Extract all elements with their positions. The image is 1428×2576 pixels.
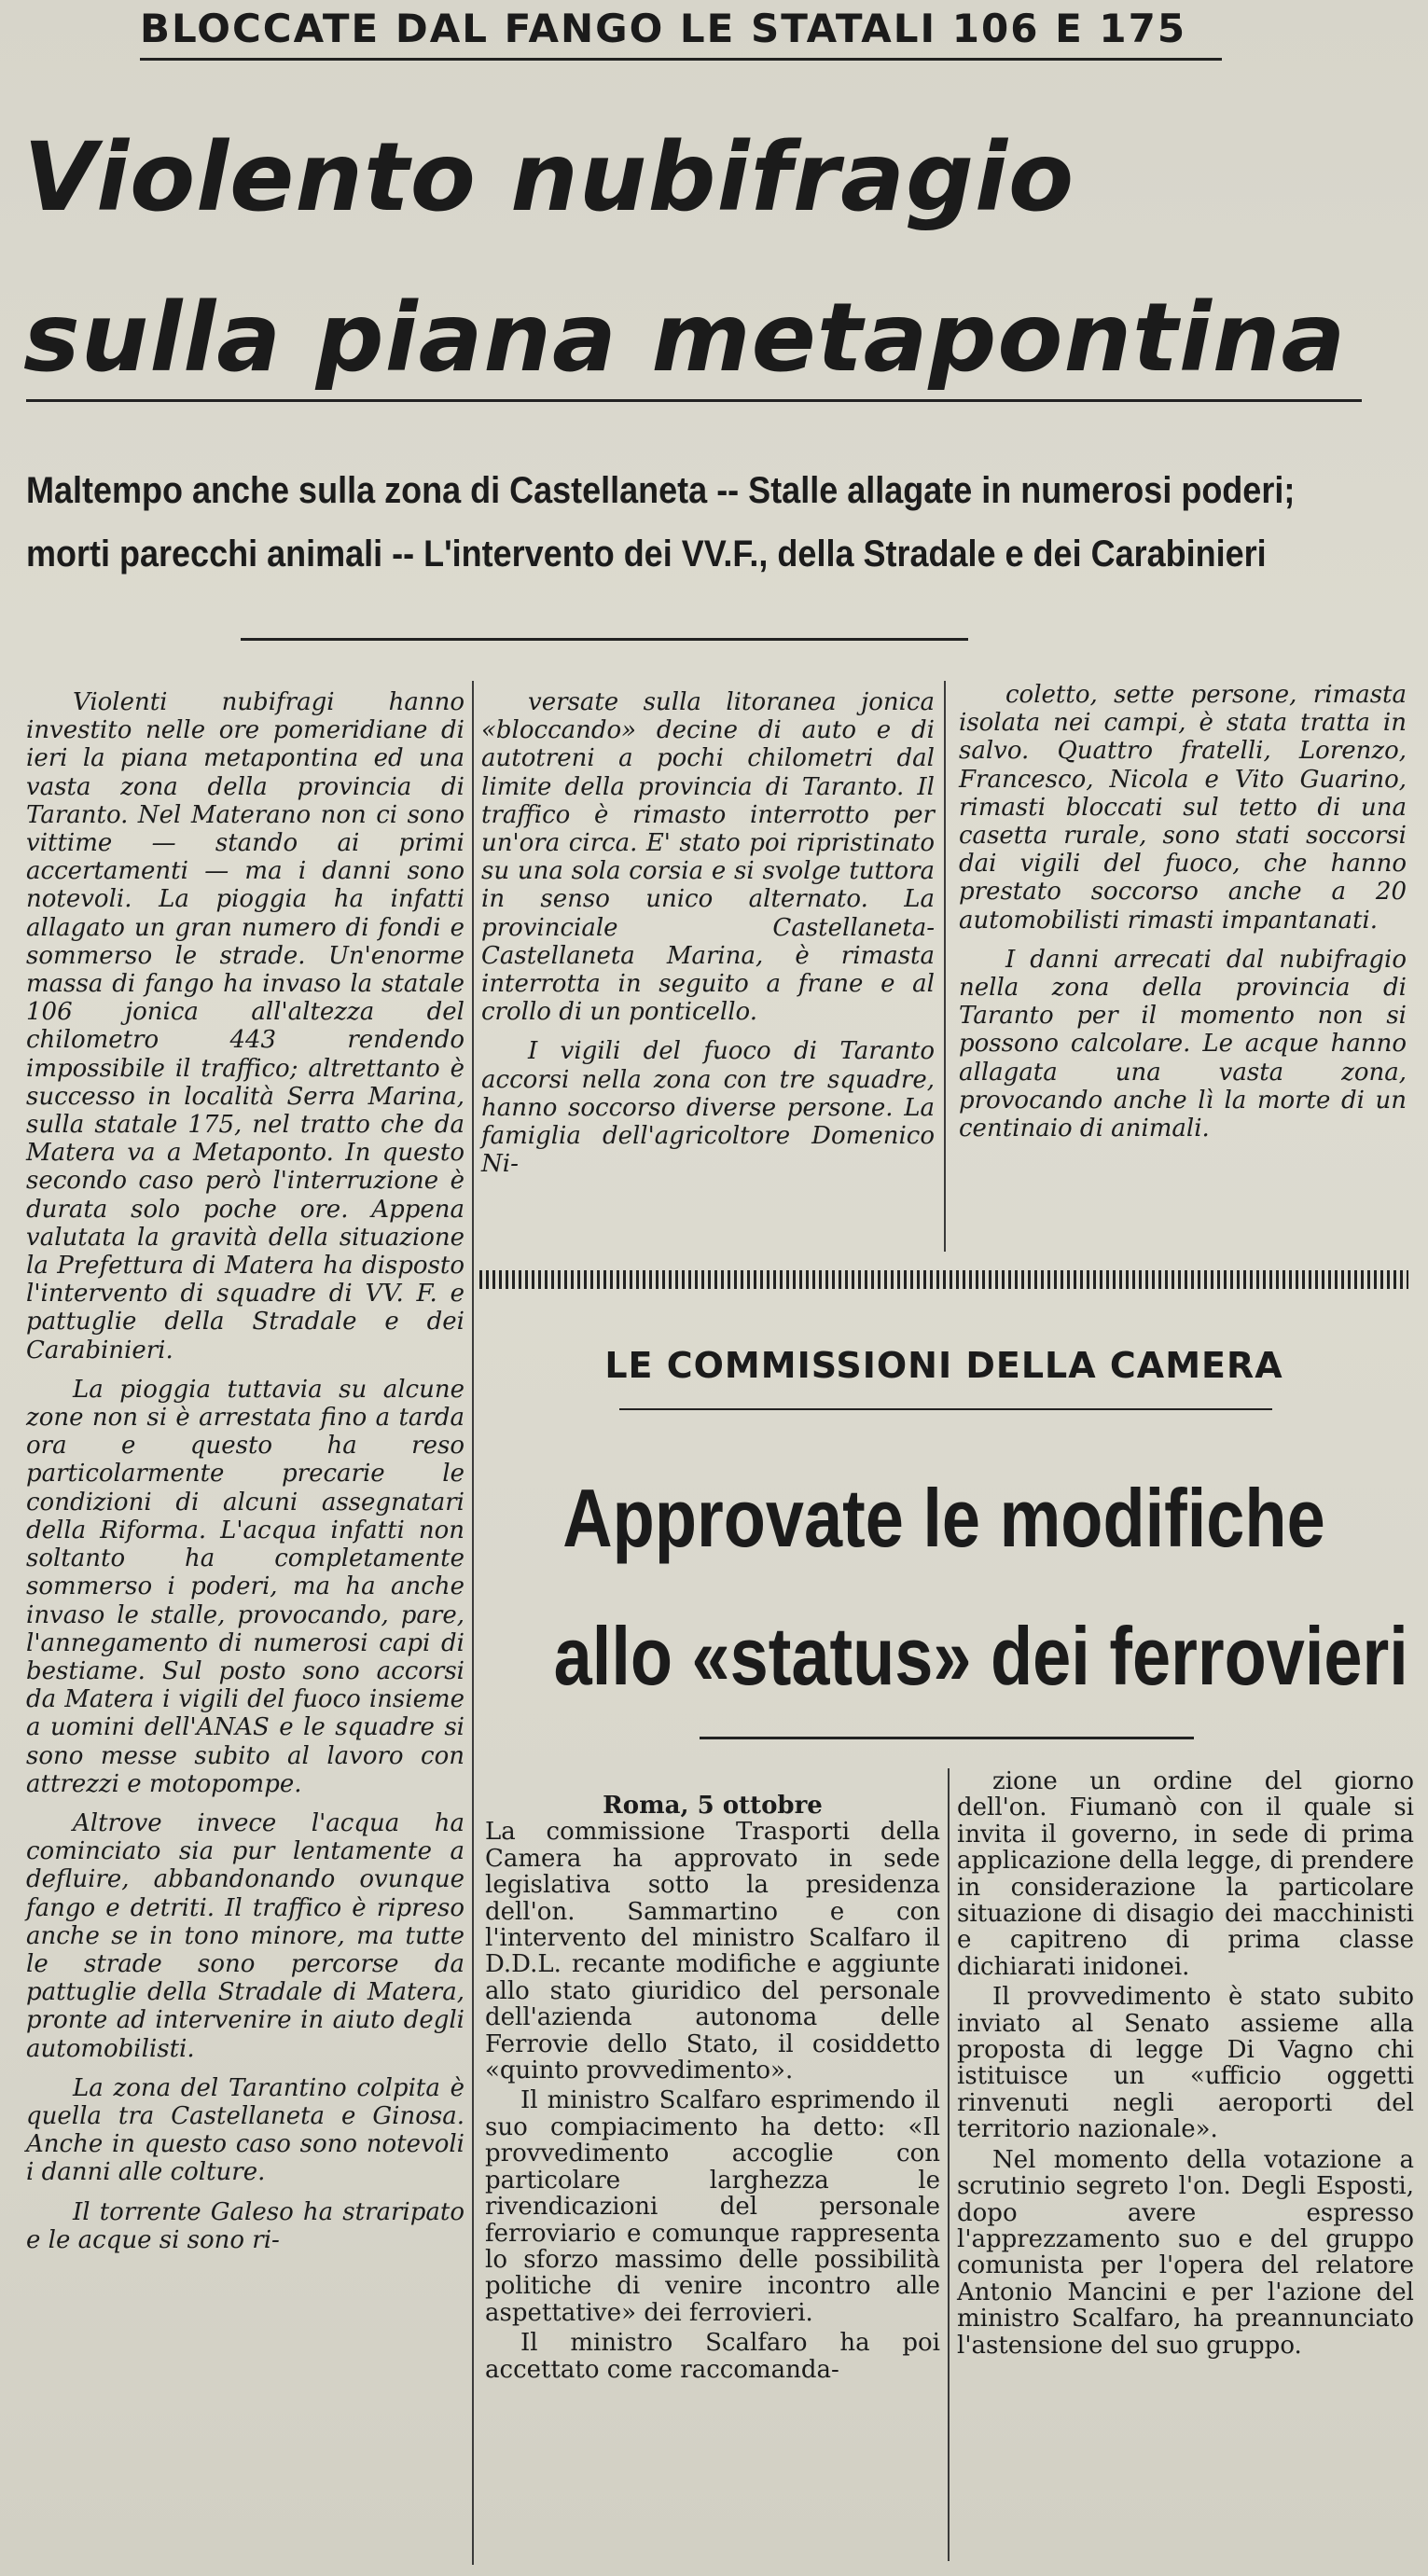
subheadline-rule [241, 638, 968, 641]
headline-rule [26, 399, 1362, 402]
hatched-divider [479, 1270, 1408, 1289]
kicker-headline: BLOCCATE DAL FANGO LE STATALI 106 E 175 [140, 2, 1222, 61]
paragraph: La pioggia tuttavia su alcune zone non si è arrestata fino a tarda ora e questo ha reso particolarmente precarie le condizioni di alcuni assegnatari della Riforma. L'acqua infatti non soltanto ha completamente sommerso i poderi, ma ha anche invaso le stalle, provocando, pare, l'annegamento di numerosi capi di bestiame. Sul posto sono accorsi da Matera i vigili del fuoco insieme a uomini dell'ANAS e le squadre si sono messe subito al lavoro con attrezzi e motopompe. [26, 1375, 464, 1798]
article-column-1 [26, 688, 464, 2254]
column-divider [472, 681, 474, 2565]
article2-column-2 [957, 1768, 1414, 2359]
article-column-2 [481, 688, 935, 1178]
subheadline-line-2: morti parecchi animali -- L'intervento dei VV.F., della Stradale e dei Carabinieri [26, 533, 1267, 575]
paragraph: Il ministro Scalfaro esprimendo il suo compiacimento ha detto: «Il provvedimento accoglie con particolare larghezza le rivendicazioni del personale ferroviario e comunque rappresenta lo sforzo massimo delle possibilità politiche di venire incontro alle aspettative» dei ferrovieri. [485, 2086, 940, 2327]
paragraph: Il ministro Scalfaro ha poi accettato come raccomanda- [485, 2329, 940, 2384]
column-divider [944, 681, 946, 1252]
paragraph: Nel momento della votazione a scrutinio segreto l'on. Degli Esposti, dopo avere espresso l'apprezzamento suo e del gruppo comunista per l'opera del relatore Antonio Mancini e per l'azione del ministro Scalfaro, ha preannunciato l'astensione del suo gruppo. [957, 2145, 1414, 2360]
article2-headline-rule [700, 1737, 1194, 1739]
section-rule [619, 1408, 1272, 1410]
paragraph: Il torrente Galeso ha straripato e le acque si sono ri- [26, 2197, 464, 2254]
paragraph: versate sulla litoranea jonica «bloccando» decine di auto e di autotreni a pochi chilometri dal limite della provincia di Taranto. Il traffico è rimasto interrotto per un'ora circa. E' stato poi ripristinato su una sola corsia e si svolge tuttora in senso unico alternato. La provinciale Castellaneta-Castellaneta Marina, è rimasta interrotta in seguito a frane e al crollo di un ponticello. [481, 688, 935, 1027]
paragraph: Roma, 5 ottobre La commissione Trasporti della Camera ha approvato in sede legislativa sotto la presidenza dell'on. Sammartino e con l'intervento del ministro Scalfaro il D.D.L. recante modifiche e aggiunte allo stato giuridico del personale dell'azienda autonoma delle Ferrovie dello Stato, il cosiddetto «quinto provvedimento». [485, 1792, 940, 2085]
column-divider [948, 1768, 950, 2561]
article2-headline-line-2: allo «status» dei ferrovieri [553, 1610, 1408, 1702]
paragraph: Altrove invece l'acqua ha cominciato sia pur lentamente a defluire, abbandonando ovunque fango e detriti. Il traffico è ripreso anche se in tono minore, ma tutte le strade sono percorse da pattuglie della Stradale di Matera, pronte ad intervenire in aiuto degli automobilisti. [26, 1808, 464, 2063]
main-headline-line-2: sulla piana metapontina [23, 283, 1347, 394]
paragraph: I vigili del fuoco di Taranto accorsi nella zona con tre squadre, hanno soccorso diverse persone. La famiglia dell'agricoltore Domenico Ni- [481, 1037, 935, 1179]
article2-headline-line-1: Approvate le modifiche [562, 1472, 1325, 1564]
main-headline-line-1: Violento nubifragio [23, 122, 1075, 233]
paragraph: I danni arrecati dal nubifragio nella zona della provincia di Taranto per il momento non si possono calcolare. Le acque hanno allagata una vasta zona, provocando anche lì la morte di un centinaio di animali. [959, 945, 1407, 1143]
subheadline-line-1: Maltempo anche sulla zona di Castellaneta -- Stalle allagate in numerosi poderi; [26, 470, 1296, 511]
article-column-3 [959, 681, 1407, 1143]
paragraph: Il provvedimento è stato subito inviato al Senato assieme alla proposta di legge Di Vagno chi istituisce un «ufficio oggetti rinvenuti negli aeroporti del territorio nazionale». [957, 1983, 1414, 2144]
paragraph: coletto, sette persone, rimasta isolata nei campi, è stata tratta in salvo. Quattro fratelli, Lorenzo, Francesco, Nicola e Vito Guarino, rimasti bloccati sul tetto di una casetta rurale, sono stati soccorsi dai vigili del fuoco, che hanno prestato soccorso anche a 20 automobilisti rimasti impantanati. [959, 681, 1407, 935]
section-heading: LE COMMISSIONI DELLA CAMERA [604, 1345, 1283, 1386]
paragraph: zione un ordine del giorno dell'on. Fiumanò con il quale si invita il governo, in sede di prima applicazione della legge, di prendere in considerazione la particolare situazione di disagio dei macchinisti e capitreno di prima classe dichiarati inidonei. [957, 1767, 1414, 1981]
paragraph: Violenti nubifragi hanno investito nelle ore pomeridiane di ieri la piana metapontina ed una vasta zona della provincia di Taranto. Nel Materano non ci sono vittime — stando ai primi accertamenti — ma i danni sono notevoli. La pioggia ha infatti allagato un gran numero di fondi e sommerso le strade. Un'enorme massa di fango ha invaso la statale 106 jonica all'altezza del chilometro 443 rendendo impossibile il traffico; altrettanto è successo in località Serra Marina, sulla statale 175, nel tratto che da Matera va a Metaponto. In questo secondo caso però l'interruzione è durata solo poche ore. Appena valutata la gravità della situazione la Prefettura di Matera ha disposto l'intervento di squadre di VV. F. e pattuglie della Stradale e dei Carabinieri. [26, 688, 464, 1364]
article2-column-1 [485, 1793, 940, 2383]
paragraph: La zona del Tarantino colpita è quella tra Castellaneta e Ginosa. Anche in questo caso sono notevoli i danni alle colture. [26, 2073, 464, 2187]
dateline: Roma, 5 ottobre [603, 1792, 823, 1820]
